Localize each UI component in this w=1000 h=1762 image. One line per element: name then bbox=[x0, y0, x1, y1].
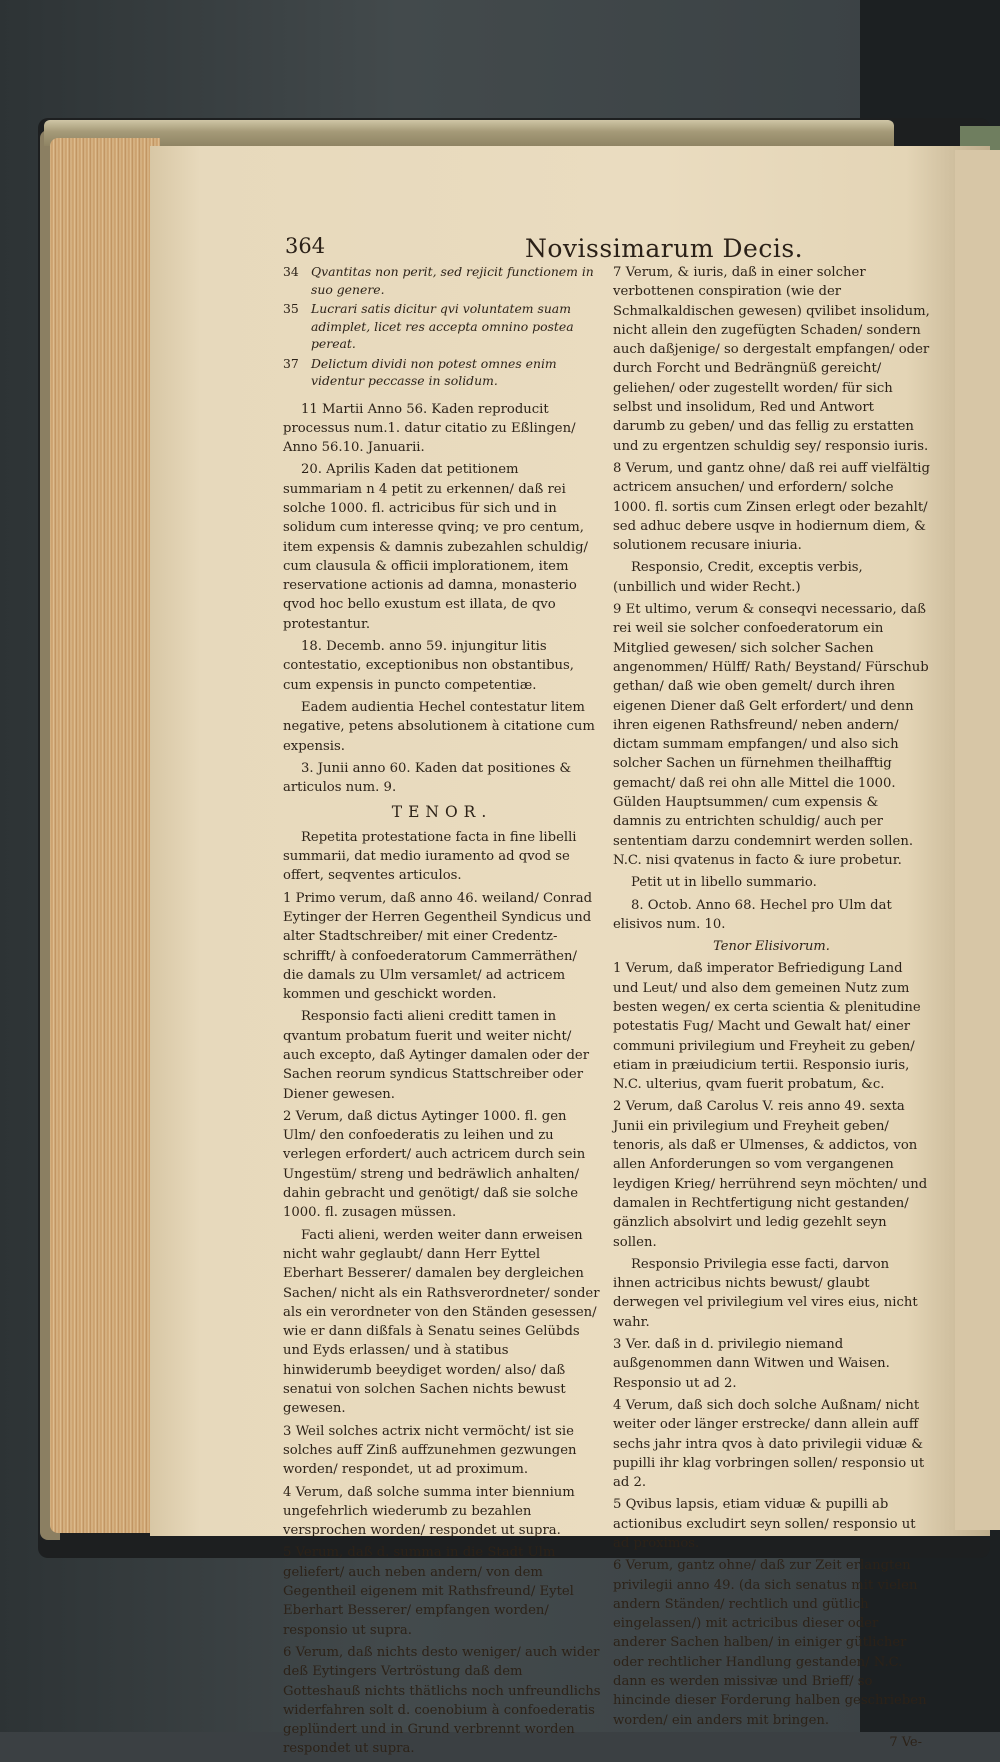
paragraph: 20. Aprilis Kaden dat petitionem summariam n 4 petit zu erkennen/ daß rei solche 1000. fl. actricibus für sich und in solidum cum interesse qvinq; ve pro centum, item expensis & damnis zubezahlen schuldig/ cum clausula & officii implorationem, item reservatione actionis ad damna, monasterio qvod hoc bello exustum est illata, de qvo protestantur. bbox=[283, 462, 588, 632]
right-column bbox=[613, 263, 930, 1752]
article: 1 Primo verum, daß anno 46. weiland/ Conrad Eytinger der Herren Gegentheil Syndicus und alter Stadtschreiber/ mit einer Credentz-schrifft/ à confoederatorum Cammerräthen/ die damals zu Ulm versamlet/ ad actricem kommen und geschickt worden. bbox=[283, 890, 593, 1003]
article: 2 Verum, daß dictus Aytinger 1000. fl. gen Ulm/ den confoederatis zu leihen und zu verlegen erfordert/ auch actricem durch sein Ungestüm/ streng und bedräwlich anhalten/ dahin gebracht und genötigt/ daß sie solche 1000. fl. zusagen müssen. bbox=[283, 1108, 586, 1221]
left-column bbox=[283, 263, 601, 1762]
article: 4 Verum, daß solche summa inter biennium ungefehrlich wiederumb zu bezahlen versprochen worden/ respondet ut supra. bbox=[283, 1484, 575, 1539]
article: 3 Weil solches actrix nicht vermöcht/ ist sie solches auff Zinß auffzunehmen gezwungen worden/ respondet, ut ad proximum. bbox=[283, 1423, 577, 1478]
paragraph: Repetita protestatione facta in fine libelli summarii, dat medio iuramento ad qvod se offert, seqventes articulos. bbox=[283, 829, 577, 884]
paragraph: Responsio Privilegia esse facti, darvon ihnen actricibus nichts bewust/ glaubt derwegen vel privilegium vel vires eius, nicht wahr. bbox=[613, 1256, 918, 1330]
paragraph: Eadem audientia Hechel contestatur litem negative, petens absolutionem à citatione cum expensis. bbox=[283, 699, 595, 754]
article: 9 Et ultimo, verum & conseqvi necessario, daß rei weil sie solcher confoederatorum ein Mitglied gewesen/ sich solcher Sachen angenommen/ Hülff/ Rath/ Beystand/ Fürschub gethan/ daß wie oben gemelt/ durch ihren eigenen Diener daß Gelt erfordert/ und denn ihren eigenen Rathsfreund/ neben andern/ dictam summam empfangen/ und also sich solcher Sachen un fürnehmen theilhafftig gemacht/ daß rei ohn alle Mittel die 1000. Gülden Hauptsummen/ cum expensis & damnis zu entrichten schuldig/ auch per sententiam darzu condemnirt werden sollen. N.C. nisi qvatenus in facto & iure probetur. bbox=[613, 602, 929, 868]
paragraph: Petit ut in libello summario. bbox=[631, 875, 817, 891]
article: 2 Verum, daß Carolus V. reis anno 49. sexta Junii ein privilegium und Freyheit geben/ tenoris, als daß er Ulmenses, & addictos, von allen Anforderungen so vom vergangenen leydigen Krieg/ herrührend seyn möchten/ und damalen in Rechtfertigung nicht gestanden/ gänzlich absolvirt und ledig gezehlt seyn sollen. bbox=[613, 1099, 928, 1250]
article: 8 Verum, und gantz ohne/ daß rei auff vielfältig actricem ansuchen/ und erfordern/ solche 1000. fl. sortis cum Zinsen erlegt oder bezahlt/ sed adhuc debere usqve in hodiernum diem, & solutionem recusare iniuria. bbox=[613, 460, 930, 554]
tenor-heading: TENOR. bbox=[391, 803, 493, 822]
page-number: 364 bbox=[285, 234, 326, 258]
margin-note: 37 Delictum dividi non potest omnes enim videntur peccasse in solidum. bbox=[283, 355, 557, 388]
article: 4 Verum, daß sich doch solche Außnam/ nicht weiter oder länger erstrecke/ dann allein auff sechs jahr intra qvos à dato privilegii viduæ & pupilli ihr klag vorbringen sollen/ responsio ut ad 2. bbox=[613, 1397, 925, 1491]
article: 6 Verum, daß nichts desto weniger/ auch wider deß Eytingers Vertröstung daß dem Gotteshauß nichts thätlichs noch unfreundlichs widerfahren solt d. coenobium à confoederatis geplündert und in Grund verbrennt worden respondet ut supra. bbox=[283, 1644, 601, 1757]
elisivorum-heading: Tenor Elisivorum. bbox=[713, 939, 830, 955]
page-block-edges bbox=[50, 138, 160, 1533]
article: 3 Ver. daß in d. privilegio niemand außgenommen dann Witwen und Waisen. Responsio ut ad 2. bbox=[613, 1337, 890, 1391]
paragraph: 11 Martii Anno 56. Kaden reproducit processus num.1. datur citatio zu Eßlingen/ Anno 56.10. Januarii. bbox=[283, 401, 576, 456]
catchword: 7 Ve- bbox=[889, 1734, 922, 1750]
article: 7 Verum, & iuris, daß in einer solcher verbottenen conspiration (wie der Schmalkaldischen gewesen) qvilibet insolidum, nicht allein den zugefügten Schaden/ sondern auch daßjenige/ so dergestalt empfangen/ oder durch Forcht und Bedrängnüß gereicht/ geliehen/ oder zugestellt worden/ für sich selbst und insolidum, Red und Antwort darumb zu geben/ und das fellig zu erstatten und zu ergentzen schuldig sey/ responsio iuris. bbox=[613, 265, 930, 454]
margin-note: 34 Qvantitas non perit, sed rejicit functionem in suo genere. bbox=[283, 264, 594, 297]
paragraph: Responsio, Credit, exceptis verbis, (unbillich und wider Recht.) bbox=[613, 560, 863, 595]
book-top-edge bbox=[44, 120, 894, 146]
paragraph: 18. Decemb. anno 59. injungitur litis contestatio, exceptionibus non obstantibus, cum expensis in puncto competentiæ. bbox=[283, 639, 574, 693]
paragraph: 8. Octob. Anno 68. Hechel pro Ulm dat elisivos num. 10. bbox=[613, 897, 892, 932]
paragraph: Facti alieni, werden weiter dann erweisen nicht wahr geglaubt/ dann Herr Eyttel Eberhart Besserer/ damalen bey dergleichen Sachen/ nicht als ein Rathsverordneter/ sonder als ein verordneter von den Ständen gesessen/ wie er dann dißfals à Senatu seines Gelübds und Eyds erlassen/ und à statibus hinwiderumb beeydiget worden/ also/ daß senatui von solchen Sachen nichts bewust gewesen. bbox=[283, 1227, 600, 1417]
article: 5 Verum, daß d. summa in die Stadt Ulm geliefert/ auch neben andern/ von dem Gegentheil eigenem mit Rathsfreund/ Eytel Eberhart Besserer/ empfangen worden/ responsio ut supra. bbox=[283, 1545, 574, 1638]
paragraph: Responsio facti alieni creditt tamen in qvantum probatum fuerit und weiter nicht/ auch excepto, daß Aytinger damalen oder der Sachen reorum syndicus Stattschreiber oder Diener gewesen. bbox=[283, 1009, 590, 1102]
margin-note: 35 Lucrari satis dicitur qvi voluntatem suam adimplet, licet res accepta omnino postea pereat. bbox=[283, 301, 574, 351]
article: 1 Verum, daß imperator Befriedigung Land und Leut/ und also dem gemeinen Nutz zum besten wegen/ ex certa scientia & plenitudine potestatis Fug/ Macht und Gewalt hat/ einer communi privilegium und Freyheit zu geben/ etiam in præiudicium tertii. Responsio iuris, N.C. ulterius, qvam fuerit probatum, &c. bbox=[613, 961, 921, 1093]
paragraph: 3. Junii anno 60. Kaden dat positiones & articulos num. 9. bbox=[283, 760, 572, 796]
article: 5 Qvibus lapsis, etiam viduæ & pupilli ab actionibus excludirt seyn sollen/ responsio ut ad proximos. bbox=[613, 1497, 916, 1551]
running-title: Novissimarum Decis. bbox=[525, 234, 804, 263]
article: 6 Verum, gantz ohne/ daß zur Zeit erlangten privilegii anno 49. (da sich senatus mit vielen andern Ständen/ rechtlich und gütlich eingelassen/) mit actricibus dieser oder anderer Sachen halben/ in einiger gütlicher oder rechtlicher Handlung gestanden/ N.C. dann es werden missivæ und Brieff/ so hincinde dieser Forderung halben geschrieben worden/ ein anders mit bringen. bbox=[613, 1558, 927, 1728]
facing-page-edge bbox=[955, 150, 1000, 1530]
margin-notes bbox=[283, 263, 601, 390]
